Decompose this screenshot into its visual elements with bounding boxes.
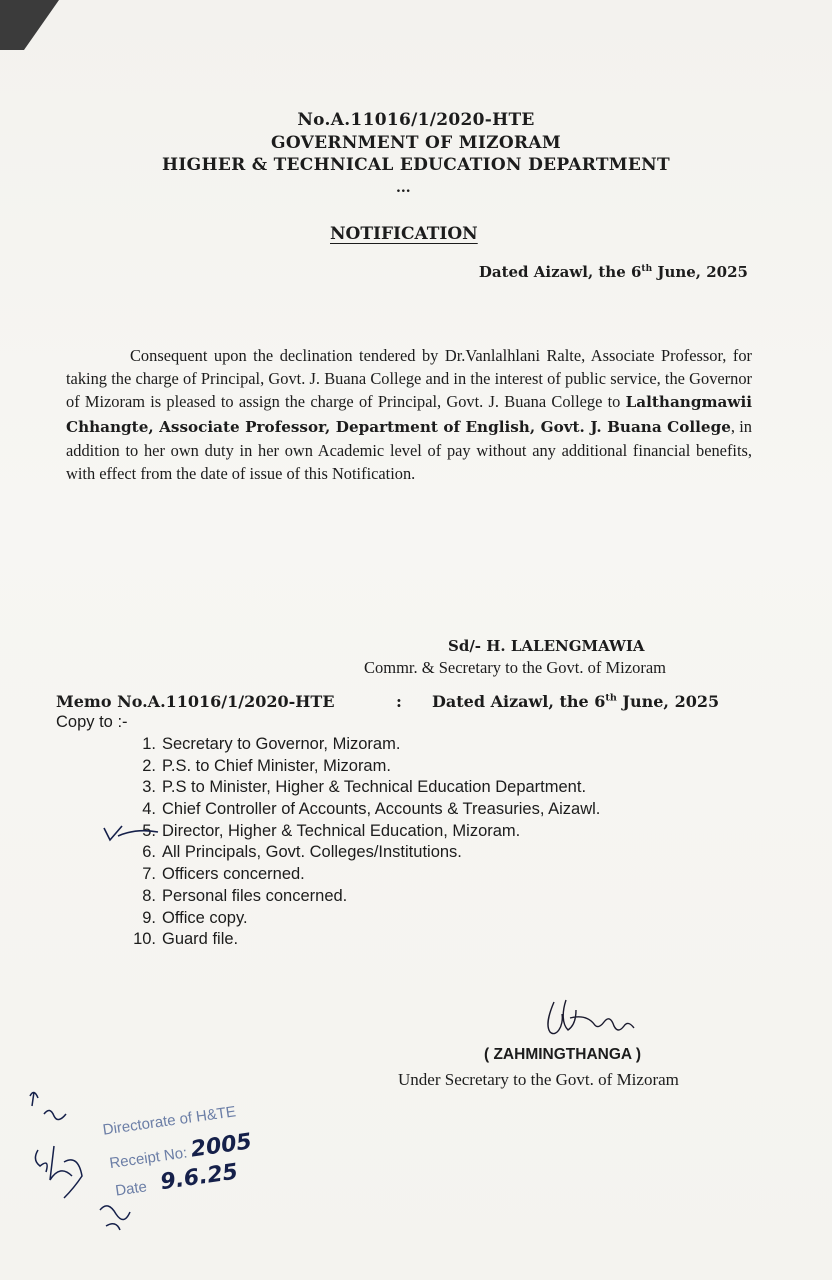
list-item: 2. P.S. to Chief Minister, Mizoram. <box>142 756 391 775</box>
copy-to-label: Copy to :- <box>56 713 128 731</box>
handwritten-tick-icon <box>100 822 160 844</box>
list-item: 7. Officers concerned. <box>142 865 305 884</box>
list-item: 8. Personal files concerned. <box>142 886 348 905</box>
list-item: 6. All Principals, Govt. Colleges/Institutions. <box>142 843 462 862</box>
department-heading: HIGHER & TECHNICAL EDUCATION DEPARTMENT <box>162 155 670 175</box>
list-item: 1. Secretary to Governor, Mizoram. <box>142 735 401 753</box>
list-item: 9. Office copy. <box>142 908 248 927</box>
memo-colon: : <box>396 692 402 711</box>
stamp-date-row: Date 9.6.25 <box>114 1159 240 1200</box>
body-text-part2: , in addition to her own duty in her own Academic level of pay without any additional financial benefits, with effect from the date of issue of this Notification. <box>66 416 752 484</box>
notification-title: NOTIFICATION <box>330 224 478 244</box>
heading-separator: ... <box>396 180 411 196</box>
memo-number: Memo No.A.11016/1/2020-HTE <box>56 692 335 711</box>
signature-icon <box>540 996 640 1044</box>
scan-corner-shadow <box>0 0 66 50</box>
list-item: 4. Chief Controller of Accounts, Accounts & Treasuries, Aizawl. <box>142 800 601 819</box>
list-item: 3. P.S to Minister, Higher & Technical Education Department. <box>142 778 587 797</box>
list-item: 5. Director, Higher & Technical Education, Mizoram. <box>142 821 521 840</box>
government-heading: GOVERNMENT OF MIZORAM <box>271 133 561 153</box>
stamp-receipt-row: Receipt No: 2005 <box>108 1129 254 1173</box>
notification-date: Dated Aizawl, the 6th June, 2025 <box>478 263 748 281</box>
memo-date: Dated Aizawl, the 6th June, 2025 <box>432 692 720 711</box>
under-secretary-title: Under Secretary to the Govt. of Mizoram <box>398 1070 679 1089</box>
signatory-title: Commr. & Secretary to the Govt. of Mizoram <box>364 658 666 677</box>
reference-number: No.A.11016/1/2020-HTE <box>297 110 535 130</box>
under-secretary-name: ( ZAHMINGTHANGA ) <box>484 1046 641 1063</box>
list-item: 10. Guard file. <box>133 930 239 949</box>
copy-list <box>122 734 600 951</box>
body-text-part1: Consequent upon the declination tendered by Dr.Vanlalhlani Ralte, Associate Professor, for taking the charge of Principal, Govt. J. Buana College and in the interest of public service, the Governor of Mizoram is pleased to assign the charge of Principal, Govt. J. Buana College to <box>66 346 752 412</box>
receipt-date: 9.6.25 <box>158 1159 240 1196</box>
body-text-bold: Lalthangmawii Chhangte, Associate Professor, Department of English, Govt. J. Buana College <box>66 393 752 436</box>
stamp-directorate: Directorate of H&TE <box>101 1103 237 1139</box>
receipt-number: 2005 <box>189 1129 254 1163</box>
notification-body <box>66 344 752 485</box>
signatory-name: Sd/- H. LALENGMAWIA <box>448 637 645 655</box>
